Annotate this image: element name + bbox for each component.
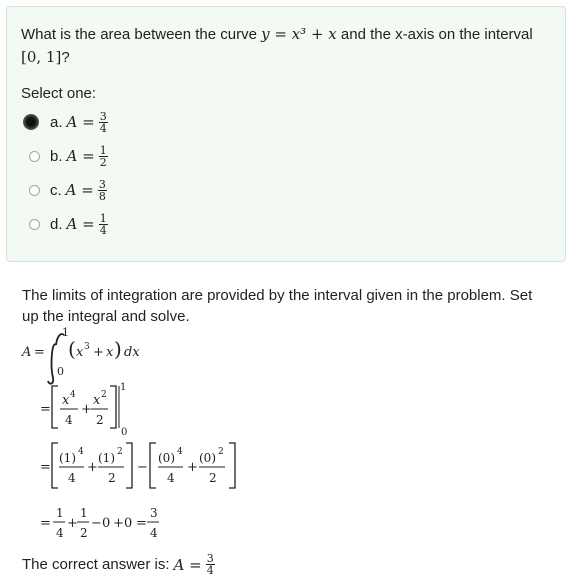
question-interval: [0, 1] [21,48,62,66]
solution-text: 2 [96,413,104,427]
correct-answer [22,553,215,576]
solution-text: 4 [150,526,158,540]
solution-text: x [76,345,84,360]
fraction-numerator: 3 [99,109,107,123]
solution-text: 2 [108,471,116,485]
solution-text: x [62,393,70,408]
solution-text: 0 [124,516,133,531]
solution-text: 0 [121,427,128,438]
solution-text: (1) [98,451,115,465]
feedback-text: The limits of integration are provided by the interval given in the problem. Set up the integral and solve. [22,287,533,325]
solution-text: (0) [158,451,175,465]
solution-text: x [93,393,101,408]
question-middle: and the x-axis on the interval [336,26,533,43]
fraction-denominator: 2 [99,155,107,169]
answer-prefix: The correct answer is: [22,556,170,573]
option-letter: c. [50,181,62,199]
solution-text: x [106,345,114,360]
option-lhs: A = [65,181,94,199]
fraction-numerator: 3 [206,552,214,565]
option-letter: d. [50,215,63,233]
solution-text: 4 [56,526,64,540]
solution-text: = [40,516,51,531]
solution-text: 2 [117,447,123,457]
solution-text: 2 [209,471,217,485]
solution-text: 4 [78,447,84,457]
solution-text: + [113,516,124,531]
fraction-numerator: 1 [99,143,107,157]
solution-text: = [40,402,51,417]
solution-text: 0 [102,516,111,531]
solution-text: 1 [80,506,88,520]
question-suffix: ? [61,49,70,66]
solution-text: + [81,402,92,417]
solution-text: 0 [57,365,64,378]
solution-text: 4 [177,447,183,457]
fraction-numerator: 3 [98,177,106,191]
fraction-denominator: 4 [99,121,107,135]
solution-text: 1 [120,382,127,393]
option-lhs: A = [66,147,95,165]
solution-text: = [136,516,147,531]
solution-text: 4 [65,413,73,427]
solution-text: 4 [70,390,76,400]
answer-lhs: A = [173,555,202,574]
solution-text: (0) [199,451,216,465]
option-letter: a. [50,113,63,131]
solution-text: (1) [59,451,76,465]
solution-text: A [22,345,32,360]
question-prefix: What is the area between the curve [21,26,262,43]
solution-text: + [187,460,198,475]
integral-sign-icon [48,344,56,383]
solution-text: ( [68,337,76,361]
solution-text: 4 [167,471,175,485]
select-one-label: Select one: [21,85,97,102]
solution-text: − [91,516,102,531]
solution-text: − [137,460,148,475]
option-letter: b. [50,147,63,165]
solution-text: 1 [56,506,64,520]
option-lhs: A = [66,113,95,131]
solution-text: 1 [62,326,69,339]
fraction-denominator: 8 [98,189,106,203]
solution-text: dx [124,345,140,360]
solution-text: = [34,345,45,360]
solution-text: + [67,516,78,531]
solution-text: 4 [68,471,76,485]
fraction-denominator: 4 [99,223,107,237]
solution-text: + [87,460,98,475]
solution-text: = [40,460,51,475]
fraction-denominator: 4 [206,564,214,577]
solution-text: ) [114,337,122,361]
solution-text: 3 [84,342,90,352]
question-curve: y = x³ + x [261,25,337,43]
solution-text: + [93,345,104,360]
fraction-numerator: 1 [99,211,107,225]
solution-text: 2 [218,447,224,457]
solution-text: 2 [80,526,88,540]
solution-text: 2 [101,390,107,400]
solution-text: 3 [150,506,158,520]
option-lhs: A = [66,215,95,233]
answer-fraction [206,553,215,576]
